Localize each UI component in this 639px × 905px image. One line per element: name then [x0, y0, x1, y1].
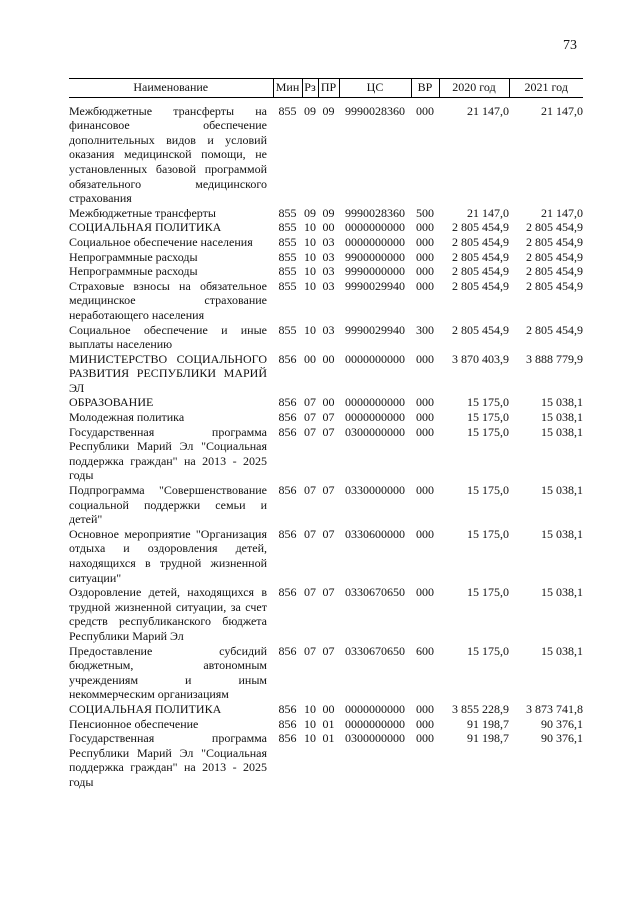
- cell-pr: 00: [322, 220, 335, 235]
- table-row: [69, 702, 583, 717]
- cell-2020: 2 805 454,9: [452, 278, 509, 293]
- cell-name: Государственная программа Республики Марий Эл "Социальная поддержка граждан" на 2013 - 2025 годы: [69, 424, 267, 483]
- cell-pr: 01: [322, 716, 335, 731]
- cell-pr: 07: [322, 643, 335, 658]
- cell-rz: 10: [304, 249, 316, 264]
- cell-pr: 07: [322, 585, 335, 600]
- table-body: [69, 97, 583, 789]
- cell-2021: 15 038,1: [541, 643, 583, 658]
- cell-2020: 2 805 454,9: [452, 264, 509, 279]
- cell-2021: 15 038,1: [541, 395, 583, 410]
- cell-min: 856: [278, 395, 297, 410]
- table-row: [69, 483, 583, 527]
- table-row: [69, 585, 583, 643]
- cell-vr: 000: [416, 234, 434, 249]
- cell-min: 856: [278, 410, 297, 425]
- cell-2021: 15 038,1: [541, 483, 583, 498]
- cell-2021: 15 038,1: [541, 424, 583, 439]
- cell-name: ОБРАЗОВАНИЕ: [69, 395, 154, 410]
- cell-pr: 03: [322, 278, 335, 293]
- cell-min: 856: [278, 716, 297, 731]
- cell-rz: 09: [304, 205, 316, 220]
- table-row: [69, 264, 583, 279]
- cell-name: Пенсионное обеспечение: [69, 716, 199, 731]
- cell-min: 856: [278, 424, 297, 439]
- table-row: [69, 250, 583, 265]
- column-header-name: Наименование: [69, 79, 273, 98]
- table-row: [69, 352, 583, 396]
- table-row: [69, 220, 583, 235]
- cell-2020: 2 805 454,9: [452, 249, 509, 264]
- cell-vr: 000: [416, 526, 434, 541]
- cell-2021: 15 038,1: [541, 526, 583, 541]
- cell-2020: 15 175,0: [467, 643, 509, 658]
- cell-pr: 07: [322, 483, 335, 498]
- table-row: [69, 527, 583, 585]
- cell-name: Непрограммные расходы: [69, 249, 198, 264]
- cell-vr: 500: [416, 205, 434, 220]
- cell-pr: 09: [322, 103, 335, 118]
- cell-2020: 15 175,0: [467, 424, 509, 439]
- cell-min: 855: [278, 103, 297, 118]
- cell-pr: 03: [322, 322, 335, 337]
- cell-2021: 3 873 741,8: [526, 701, 583, 716]
- cell-2020: 2 805 454,9: [452, 220, 509, 235]
- cell-pr: 07: [322, 526, 335, 541]
- cell-vr: 000: [416, 716, 434, 731]
- cell-2021: 2 805 454,9: [526, 234, 583, 249]
- column-header-pr: ПР: [318, 79, 339, 98]
- budget-table: [69, 78, 583, 790]
- cell-min: 856: [278, 526, 297, 541]
- cell-min: 855: [278, 234, 297, 249]
- cell-cs: 0330670650: [345, 585, 405, 600]
- cell-rz: 10: [304, 234, 316, 249]
- table-row: [69, 323, 583, 352]
- cell-name: Социальное обеспечение населения: [69, 234, 253, 249]
- cell-2021: 2 805 454,9: [526, 322, 583, 337]
- column-header-rz: Рз: [302, 79, 318, 98]
- table-header-row: [69, 79, 583, 98]
- cell-2020: 15 175,0: [467, 483, 509, 498]
- cell-2021: 2 805 454,9: [526, 278, 583, 293]
- cell-name: Межбюджетные трансферты: [69, 205, 216, 220]
- cell-name: МИНИСТЕРСТВО СОЦИАЛЬНОГО РАЗВИТИЯ РЕСПУБЛИКИ МАРИЙ ЭЛ: [69, 351, 267, 395]
- cell-name: Социальное обеспечение и иные выплаты населению: [69, 322, 267, 352]
- cell-2020: 91 198,7: [467, 716, 509, 731]
- cell-vr: 000: [416, 395, 434, 410]
- cell-2021: 21 147,0: [541, 103, 583, 118]
- cell-vr: 000: [416, 249, 434, 264]
- cell-name: СОЦИАЛЬНАЯ ПОЛИТИКА: [69, 220, 222, 235]
- cell-cs: 9900000000: [345, 249, 405, 264]
- cell-2021: 2 805 454,9: [526, 220, 583, 235]
- cell-pr: 00: [322, 395, 335, 410]
- cell-cs: 9990028360: [345, 103, 405, 118]
- cell-2021: 3 888 779,9: [526, 351, 583, 366]
- cell-min: 855: [278, 205, 297, 220]
- cell-pr: 01: [322, 731, 335, 746]
- cell-rz: 07: [304, 483, 316, 498]
- cell-vr: 000: [416, 351, 434, 366]
- cell-min: 856: [278, 351, 297, 366]
- cell-vr: 000: [416, 103, 434, 118]
- table-row: [69, 644, 583, 702]
- cell-vr: 300: [416, 322, 434, 337]
- cell-name: Непрограммные расходы: [69, 264, 198, 279]
- cell-name: Межбюджетные трансферты на финансовое обеспечение дополнительных видов и условий оказания медицинской помощи, не установленных базовой программой обязательного медицинского страхования: [69, 103, 267, 206]
- table-row: [69, 717, 583, 732]
- cell-rz: 10: [304, 278, 316, 293]
- cell-cs: 9990000000: [345, 264, 405, 279]
- cell-pr: 03: [322, 234, 335, 249]
- cell-cs: 9990029940: [345, 278, 405, 293]
- cell-vr: 600: [416, 643, 434, 658]
- table-row: [69, 235, 583, 250]
- cell-min: 855: [278, 264, 297, 279]
- cell-cs: 9990028360: [345, 205, 405, 220]
- cell-vr: 000: [416, 585, 434, 600]
- cell-min: 855: [278, 249, 297, 264]
- cell-rz: 10: [304, 731, 316, 746]
- cell-2020: 3 855 228,9: [452, 701, 509, 716]
- cell-2020: 2 805 454,9: [452, 234, 509, 249]
- column-header-2020: 2020 год: [439, 79, 509, 98]
- cell-vr: 000: [416, 483, 434, 498]
- cell-rz: 10: [304, 264, 316, 279]
- cell-2020: 15 175,0: [467, 585, 509, 600]
- table-row: [69, 410, 583, 425]
- cell-vr: 000: [416, 278, 434, 293]
- cell-2021: 15 038,1: [541, 410, 583, 425]
- cell-cs: 0330000000: [345, 483, 405, 498]
- cell-vr: 000: [416, 410, 434, 425]
- table-row: [69, 97, 583, 206]
- cell-vr: 000: [416, 424, 434, 439]
- cell-cs: 0330670650: [345, 643, 405, 658]
- cell-min: 856: [278, 585, 297, 600]
- cell-2021: 21 147,0: [541, 205, 583, 220]
- cell-2021: 2 805 454,9: [526, 264, 583, 279]
- table-row: [69, 395, 583, 410]
- cell-2021: 90 376,1: [541, 716, 583, 731]
- cell-pr: 09: [322, 205, 335, 220]
- cell-cs: 0000000000: [345, 410, 405, 425]
- cell-cs: 9990029940: [345, 322, 405, 337]
- cell-name: Молодежная политика: [69, 410, 185, 425]
- cell-name: Страховые взносы на обязательное медицинское страхование неработающего населения: [69, 278, 267, 322]
- table-row: [69, 206, 583, 221]
- cell-min: 856: [278, 731, 297, 746]
- cell-name: Оздоровление детей, находящихся в трудной жизненной ситуации, за счет средств республиканского бюджета Республики Марий Эл: [69, 585, 267, 643]
- cell-rz: 10: [304, 716, 316, 731]
- cell-2020: 21 147,0: [467, 103, 509, 118]
- cell-rz: 10: [304, 701, 316, 716]
- cell-cs: 0000000000: [345, 701, 405, 716]
- cell-cs: 0000000000: [345, 234, 405, 249]
- cell-2020: 15 175,0: [467, 410, 509, 425]
- cell-min: 855: [278, 322, 297, 337]
- cell-rz: 10: [304, 220, 316, 235]
- cell-2021: 90 376,1: [541, 731, 583, 746]
- cell-2020: 15 175,0: [467, 395, 509, 410]
- cell-cs: 0000000000: [345, 716, 405, 731]
- cell-2020: 91 198,7: [467, 731, 509, 746]
- cell-cs: 0000000000: [345, 395, 405, 410]
- cell-rz: 07: [304, 424, 316, 439]
- cell-vr: 000: [416, 264, 434, 279]
- cell-pr: 03: [322, 249, 335, 264]
- cell-cs: 0330600000: [345, 526, 405, 541]
- cell-cs: 0000000000: [345, 220, 405, 235]
- column-header-min: Мин: [273, 79, 302, 98]
- cell-pr: 00: [322, 701, 335, 716]
- cell-min: 855: [278, 220, 297, 235]
- cell-2020: 3 870 403,9: [452, 351, 509, 366]
- cell-2020: 2 805 454,9: [452, 322, 509, 337]
- cell-cs: 0000000000: [345, 351, 405, 366]
- page-number: 73: [563, 38, 577, 53]
- table-row: [69, 279, 583, 323]
- cell-rz: 07: [304, 585, 316, 600]
- column-header-vr: ВР: [411, 79, 439, 98]
- cell-rz: 00: [304, 351, 316, 366]
- cell-vr: 000: [416, 701, 434, 716]
- cell-2021: 2 805 454,9: [526, 249, 583, 264]
- cell-vr: 000: [416, 731, 434, 746]
- cell-pr: 07: [322, 424, 335, 439]
- cell-name: Государственная программа Республики Марий Эл "Социальная поддержка граждан" на 2013 - 2025 годы: [69, 731, 267, 789]
- cell-cs: 0300000000: [345, 424, 405, 439]
- cell-name: Основное мероприятие "Организация отдыха и оздоровления детей, находящихся в трудной жизненной ситуации": [69, 526, 267, 585]
- cell-rz: 07: [304, 410, 316, 425]
- cell-pr: 03: [322, 264, 335, 279]
- cell-min: 856: [278, 643, 297, 658]
- cell-vr: 000: [416, 220, 434, 235]
- cell-2020: 21 147,0: [467, 205, 509, 220]
- table-row: [69, 731, 583, 789]
- cell-rz: 07: [304, 526, 316, 541]
- cell-rz: 09: [304, 103, 316, 118]
- cell-min: 856: [278, 701, 297, 716]
- cell-rz: 07: [304, 643, 316, 658]
- column-header-2021: 2021 год: [509, 79, 583, 98]
- cell-pr: 00: [322, 351, 335, 366]
- cell-2021: 15 038,1: [541, 585, 583, 600]
- cell-pr: 07: [322, 410, 335, 425]
- table-row: [69, 425, 583, 483]
- cell-name: СОЦИАЛЬНАЯ ПОЛИТИКА: [69, 701, 222, 716]
- cell-min: 855: [278, 278, 297, 293]
- cell-rz: 07: [304, 395, 316, 410]
- cell-min: 856: [278, 483, 297, 498]
- cell-name: Подпрограмма "Совершенствование социальной поддержки семьи и детей": [69, 483, 267, 527]
- cell-name: Предоставление субсидий бюджетным, автономным учреждениям и иным некоммерческим организациям: [69, 643, 267, 702]
- cell-rz: 10: [304, 322, 316, 337]
- column-header-cs: ЦС: [339, 79, 411, 98]
- cell-2020: 15 175,0: [467, 526, 509, 541]
- cell-cs: 0300000000: [345, 731, 405, 746]
